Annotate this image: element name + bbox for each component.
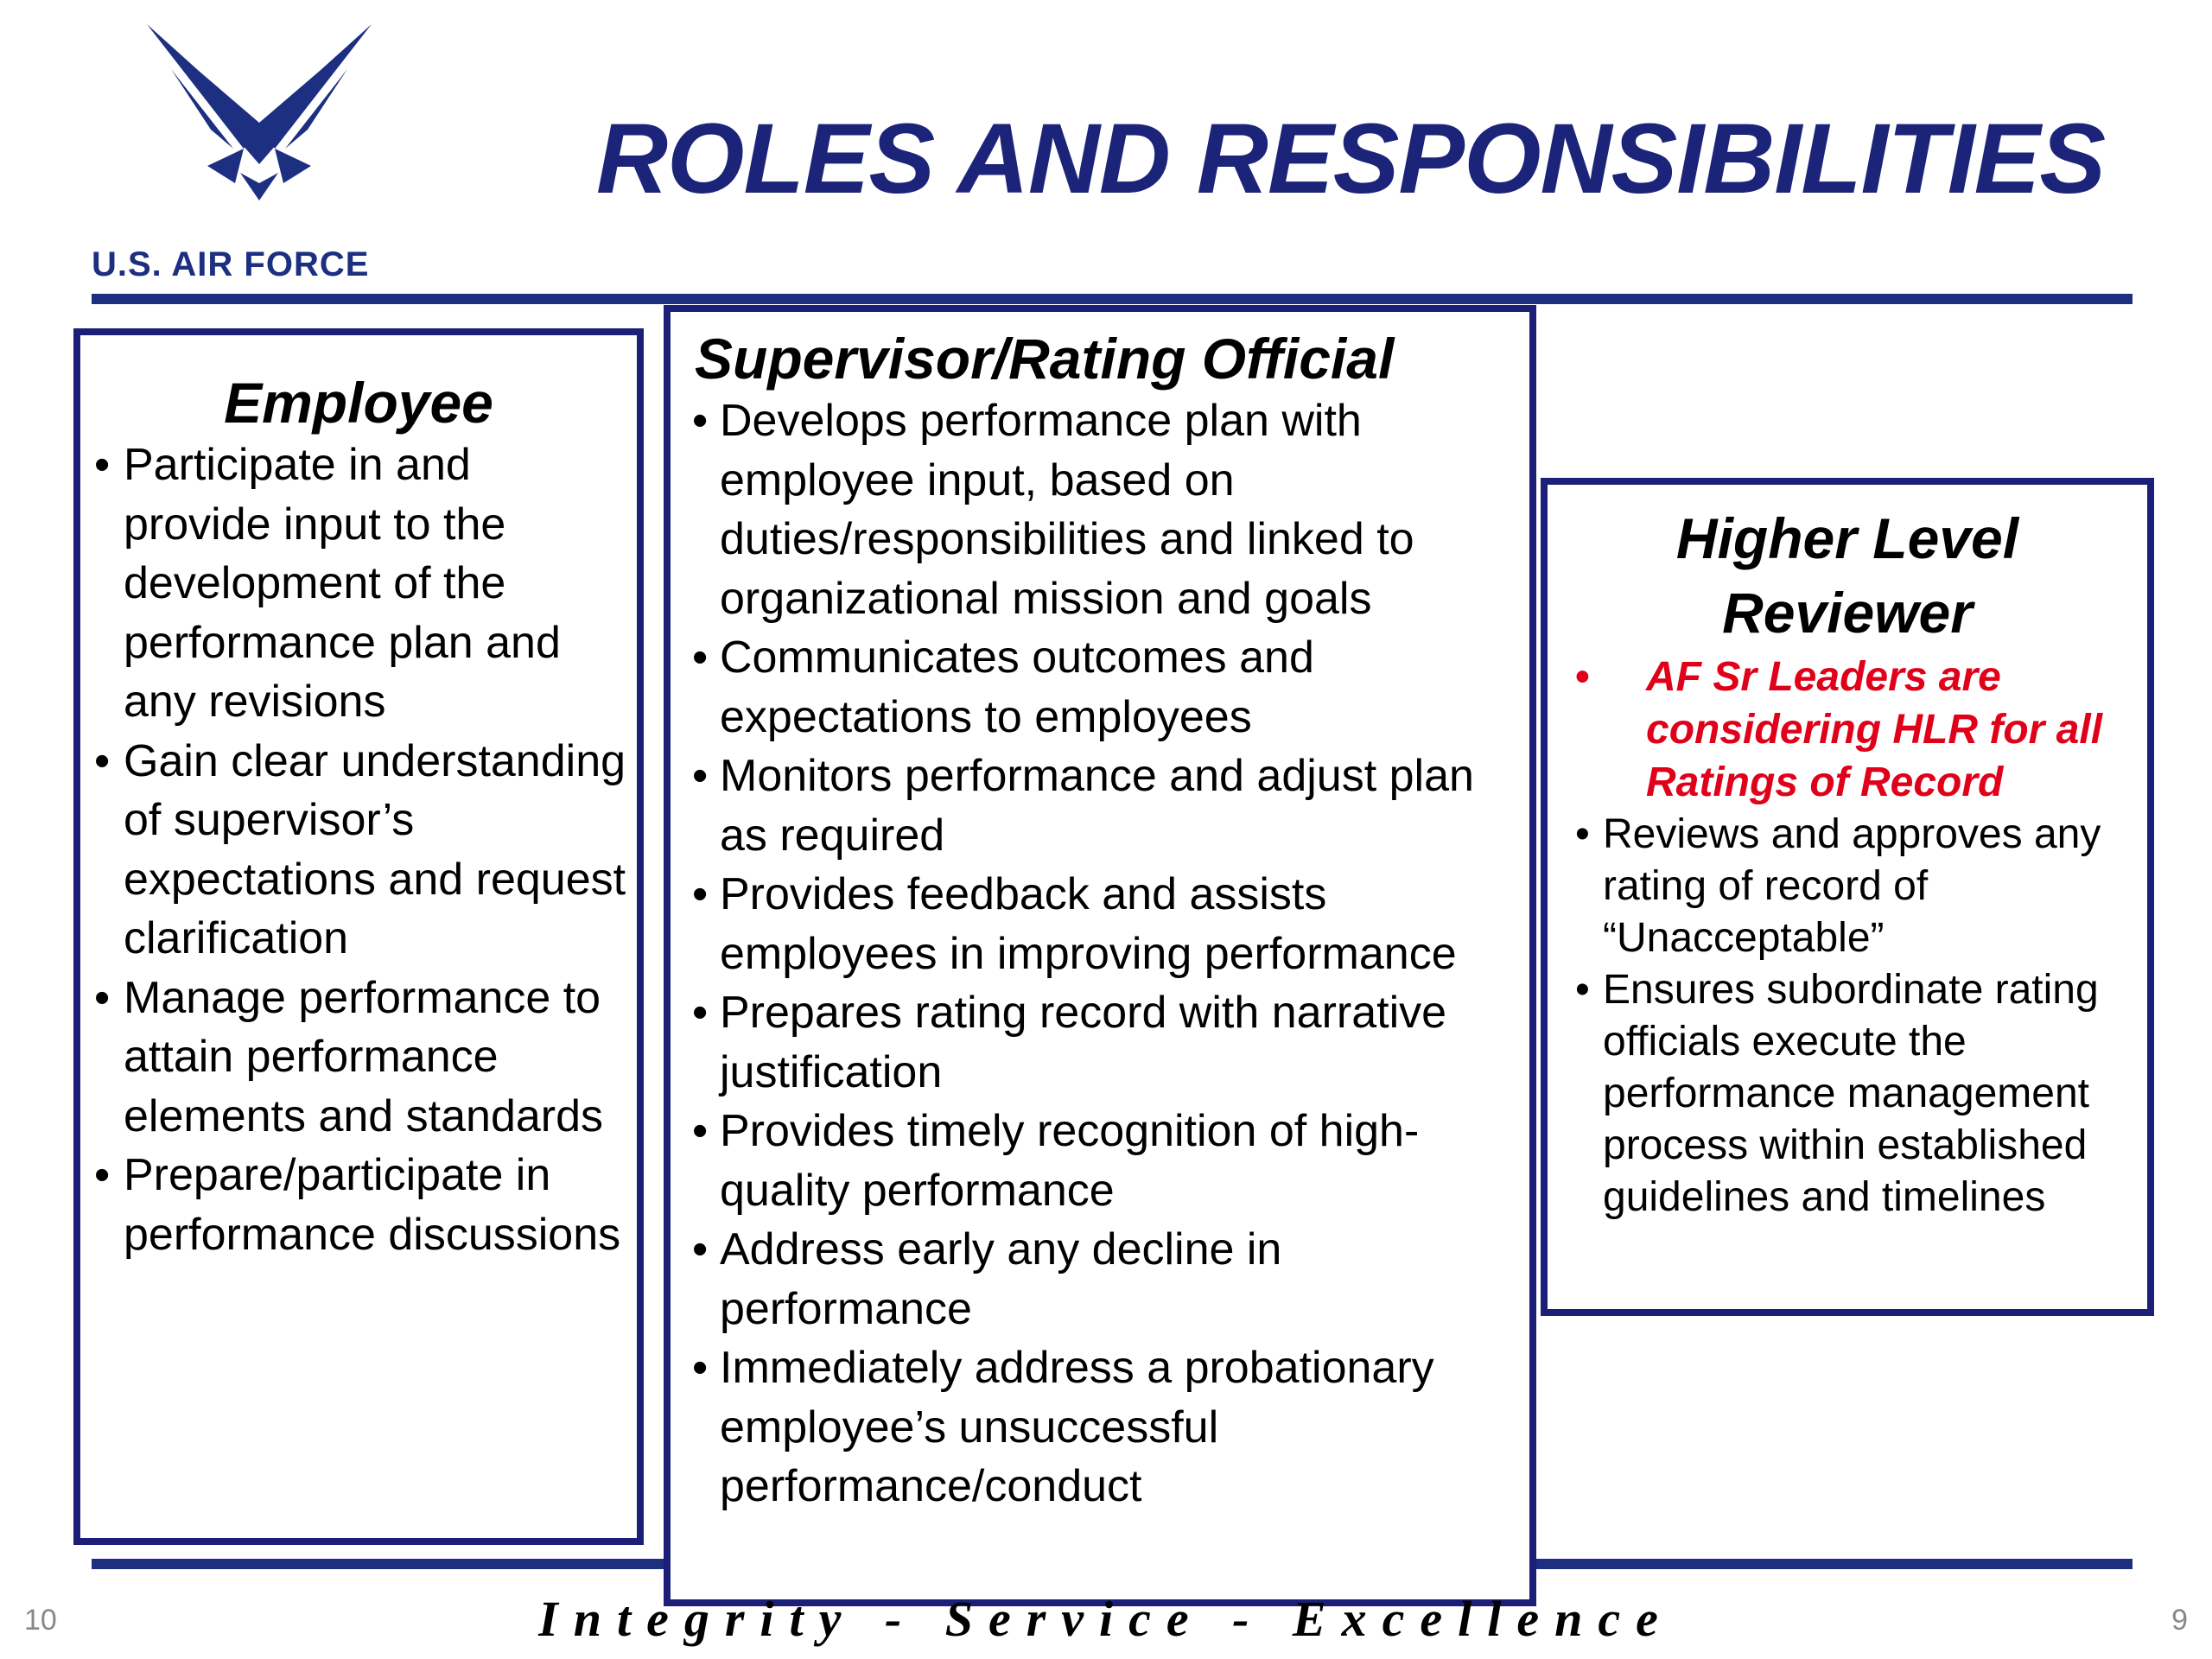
employee-panel bbox=[73, 328, 644, 1545]
list-item: • Prepare/participate in performance discussions bbox=[124, 1146, 628, 1264]
higher-level-reviewer-panel bbox=[1541, 478, 2154, 1316]
list-item: • Develops performance plan with employee input, based on duties/responsibilities and linked to organizational mission and goals bbox=[720, 391, 1521, 628]
list-item: • Prepares rating record with narrative justification bbox=[720, 983, 1521, 1102]
page-number-left: 10 bbox=[24, 1604, 57, 1637]
hlr-highlight-list bbox=[1548, 651, 2147, 809]
employee-list bbox=[80, 435, 637, 1264]
supervisor-panel bbox=[664, 305, 1536, 1606]
usaf-wings-icon bbox=[147, 19, 372, 218]
highlight-item: • AF Sr Leaders are considering HLR for all Ratings of Record bbox=[1646, 651, 2139, 809]
top-divider bbox=[92, 294, 2133, 304]
list-item: • Provides feedback and assists employees in improving performance bbox=[720, 865, 1521, 983]
employee-heading: Employee bbox=[224, 371, 493, 435]
list-item: • Ensures subordinate rating officials execute the performance management process within established guidelines and timelines bbox=[1603, 964, 2139, 1224]
hlr-heading-line1: Higher Level bbox=[1675, 506, 2019, 570]
list-item: • Manage performance to attain performance elements and standards bbox=[124, 969, 628, 1147]
list-item: • Communicates outcomes and expectations to employees bbox=[720, 628, 1521, 747]
list-item: • Provides timely recognition of high-quality performance bbox=[720, 1102, 1521, 1220]
list-item: • Reviews and approves any rating of record of “Unacceptable” bbox=[1603, 809, 2139, 964]
list-item: • Monitors performance and adjust plan as required bbox=[720, 747, 1521, 865]
supervisor-heading: Supervisor/Rating Official bbox=[695, 327, 1395, 391]
page-number-right: 9 bbox=[2171, 1604, 2188, 1637]
supervisor-list bbox=[671, 391, 1529, 1516]
usaf-logo bbox=[86, 19, 432, 296]
list-item: • Gain clear understanding of supervisor’s expectations and request clarification bbox=[124, 732, 628, 969]
page-title: ROLES AND RESPONSIBILITIES bbox=[596, 104, 2106, 214]
hlr-heading-line2: Reviewer bbox=[1722, 580, 1973, 645]
hlr-list bbox=[1548, 809, 2147, 1224]
list-item: • Participate in and provide input to the development of the performance plan and any revisions bbox=[124, 435, 628, 732]
logo-text: U.S. AIR FORCE bbox=[92, 245, 370, 283]
list-item: • Immediately address a probationary employee’s unsuccessful performance/conduct bbox=[720, 1338, 1521, 1516]
list-item: • Address early any decline in performance bbox=[720, 1220, 1521, 1338]
hlr-heading bbox=[1548, 485, 2147, 651]
footer-motto: Integrity - Service - Excellence bbox=[538, 1591, 1674, 1647]
